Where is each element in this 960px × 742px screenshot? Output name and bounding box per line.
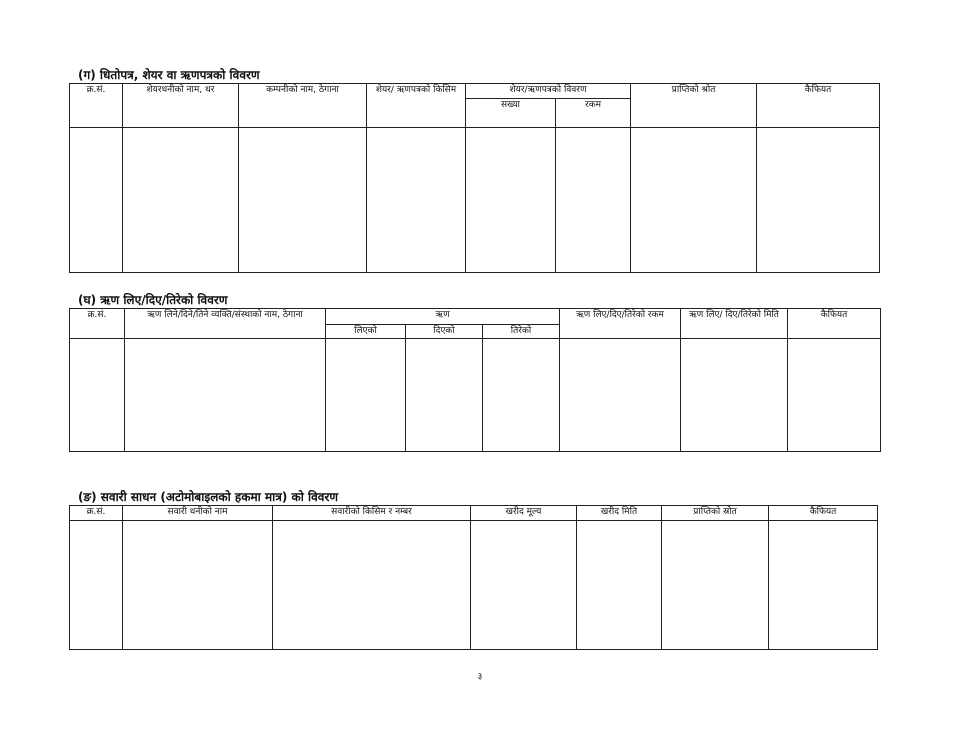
header-share-type: शेयर/ ऋणपत्रको किसिम [367, 84, 466, 128]
header-amount: रकम [556, 99, 631, 128]
page-number: ३ [477, 672, 483, 682]
header-sn: क्र.सं. [70, 84, 123, 128]
cell-remarks[interactable] [757, 128, 880, 273]
cell-remarks[interactable] [769, 521, 878, 650]
cell-owner-name[interactable] [123, 521, 273, 650]
header-purchase-price: खरीद मूल्य [471, 506, 577, 521]
cell-paid[interactable] [483, 339, 560, 452]
table-row [70, 128, 880, 273]
cell-loan-amount[interactable] [560, 339, 681, 452]
cell-share-type[interactable] [367, 128, 466, 273]
header-party-name: ऋण लिने/दिने/तिने व्यक्ति/संस्थाको नाम, ठेगाना [125, 309, 326, 339]
cell-sn[interactable] [70, 339, 125, 452]
header-loan-date: ऋण लिए/ दिए/तिरेको मिति [681, 309, 788, 339]
header-paid: तिरेको [483, 325, 560, 339]
cell-given[interactable] [406, 339, 483, 452]
cell-amount[interactable] [556, 128, 631, 273]
cell-taken[interactable] [326, 339, 406, 452]
cell-purchase-price[interactable] [471, 521, 577, 650]
header-given: दिएको [406, 325, 483, 339]
header-company-name: कम्पनीको नाम, ठेगाना [239, 84, 367, 128]
header-sn: क्र.सं. [70, 309, 125, 339]
header-shareholder-name: शेयरधनीको नाम, थर [123, 84, 239, 128]
cell-sn[interactable] [70, 128, 123, 273]
section-ng-title: (ङ) सवारी साधन (अटोमोबाइलको हकमा मात्र) को विवरण [78, 490, 339, 504]
header-quantity: सख्या [466, 99, 556, 128]
cell-purchase-date[interactable] [577, 521, 662, 650]
loans-table [69, 308, 881, 452]
header-remarks: कैफियत [788, 309, 881, 339]
cell-remarks[interactable] [788, 339, 881, 452]
vehicles-table [69, 505, 878, 650]
cell-sn[interactable] [70, 521, 123, 650]
cell-source[interactable] [631, 128, 757, 273]
header-sn: क्र.सं. [70, 506, 123, 521]
cell-quantity[interactable] [466, 128, 556, 273]
header-share-details: शेयर/ऋणपत्रको विवरण [466, 84, 631, 99]
header-remarks: कैफियत [757, 84, 880, 128]
header-source: प्राप्तिको स्रोत [662, 506, 769, 521]
header-owner-name: सवारी धनीको नाम [123, 506, 273, 521]
cell-company-name[interactable] [239, 128, 367, 273]
header-vehicle-type: सवारीको किसिम र नम्बर [273, 506, 471, 521]
cell-shareholder-name[interactable] [123, 128, 239, 273]
table-row [70, 521, 878, 650]
header-remarks: कैफियत [769, 506, 878, 521]
header-taken: लिएको [326, 325, 406, 339]
cell-vehicle-type[interactable] [273, 521, 471, 650]
section-gh-title: (घ) ऋण लिए/दिए/तिरेको विवरण [78, 293, 228, 307]
header-loan-amount: ऋण लिए/दिए/तिरेको रकम [560, 309, 681, 339]
section-g-title: (ग) धितोपत्र, शेयर वा ऋणपत्रको विवरण [78, 68, 260, 82]
header-purchase-date: खरीद मिति [577, 506, 662, 521]
header-loan: ऋण [326, 309, 560, 325]
header-source: प्राप्तिको श्रोत [631, 84, 757, 128]
cell-source[interactable] [662, 521, 769, 650]
securities-table [69, 83, 880, 273]
table-row [70, 339, 881, 452]
cell-party-name[interactable] [125, 339, 326, 452]
cell-loan-date[interactable] [681, 339, 788, 452]
